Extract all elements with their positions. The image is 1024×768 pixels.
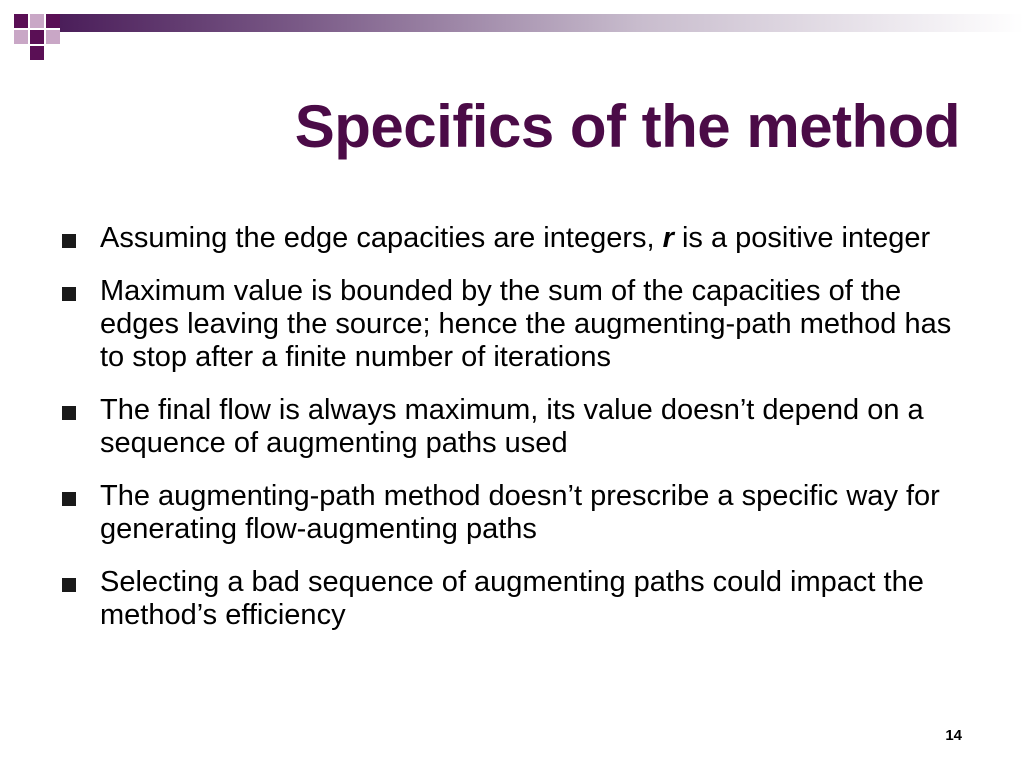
bullet-text: Selecting a bad sequence of augmenting paths could impact the method’s efficiency xyxy=(100,566,924,631)
decor-square xyxy=(30,46,44,60)
bullet-text: Maximum value is bounded by the sum of the capacities of the edges leaving the source; hence the augmenting-path method has to stop after a finite number of iterations xyxy=(100,275,952,373)
bullet-list xyxy=(62,222,962,652)
bullet-text xyxy=(100,222,930,255)
list-item xyxy=(62,222,962,255)
decor-square xyxy=(14,14,28,28)
emphasized-variable: r xyxy=(662,222,674,254)
square-bullet-icon xyxy=(62,287,76,301)
bullet-text-part: Assuming the edge capacities are integers, xyxy=(100,222,663,254)
bullet-text: The final flow is always maximum, its value doesn’t depend on a sequence of augmenting paths used xyxy=(100,394,924,459)
page-number: 14 xyxy=(945,727,962,744)
square-bullet-icon xyxy=(62,234,76,248)
decor-square xyxy=(30,14,44,28)
header-gradient-band xyxy=(60,14,1024,32)
bullet-text-part: is a positive integer xyxy=(673,222,931,254)
decor-square xyxy=(14,30,28,44)
decor-square xyxy=(46,14,60,28)
list-item xyxy=(62,566,962,632)
square-bullet-icon xyxy=(62,406,76,420)
slide-title: Specifics of the method xyxy=(294,93,960,160)
decor-square xyxy=(46,30,60,44)
square-bullet-icon xyxy=(62,578,76,592)
square-bullet-icon xyxy=(62,492,76,506)
list-item xyxy=(62,275,962,374)
decor-square xyxy=(30,30,44,44)
list-item xyxy=(62,480,962,546)
bullet-text: The augmenting-path method doesn’t prescribe a specific way for generating flow-augmenting paths xyxy=(100,480,940,545)
list-item xyxy=(62,394,962,460)
